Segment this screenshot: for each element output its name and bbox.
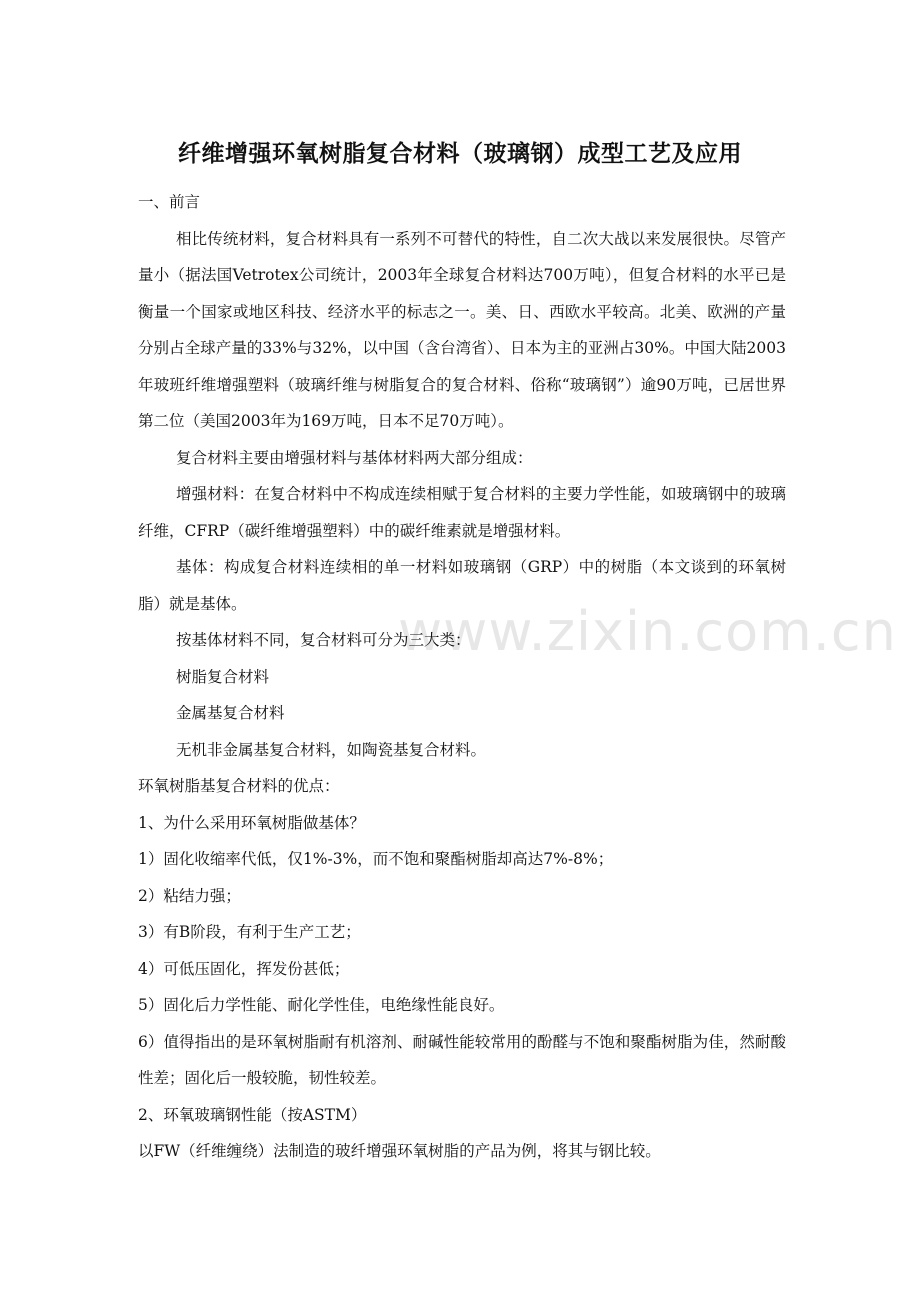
reason-item: 6）值得指出的是环氧树脂耐有机溶剂、耐碱性能较常用的酚醛与不饱和聚酯树脂为佳，然耐酸性差；固化后一般较脆，韧性较差。 — [138, 1032, 786, 1087]
composite-type-item: 树脂复合材料 — [176, 667, 270, 686]
advantages-heading: 环氧树脂基复合材料的优点： — [138, 777, 340, 795]
composite-type-item: 无机非金属基复合材料，如陶瓷基复合材料。 — [176, 740, 487, 759]
section-heading: 一、前言 — [138, 193, 201, 211]
reason-item: 3）有B阶段，有利于生产工艺； — [138, 923, 361, 941]
paragraph-intro: 相比传统材料，复合材料具有一系列不可替代的特性，自二次大战以来发展很快。尽管产量小（据法国Vetrotex公司统计，2003年全球复合材料达700万吨），但复合材料的水平已是衡量一个国家或地区科技、经济水平的标志之一。美、日、西欧水平较高。北美、欧洲的产量分别占全球产量的33%与32%，以中国（含台湾省）、日本为主的亚洲占30%。中国大陆2003年玻班纤维增强塑料（玻璃纤维与树脂复合的复合材料、俗称“玻璃钢”）逾90万吨，已居世界第二位（美国2003年为169万吨，日本不足70万吨）。 — [138, 229, 786, 430]
document-title: 纤维增强环氧树脂复合材料（玻璃钢）成型工艺及应用 — [178, 141, 742, 167]
composite-type-item: 金属基复合材料 — [176, 704, 285, 722]
closing-paragraph: 以FW（纤维缠绕）法制造的玻纤增强环氧树脂的产品为例，将其与钢比较。 — [138, 1142, 661, 1160]
question-heading: 1、为什么采用环氧树脂做基体？ — [138, 813, 365, 832]
reason-item: 1）固化收缩率代低，仅1%-3%，而不饱和聚酯树脂却高达7%-8%； — [138, 850, 614, 868]
watermark: www.zixin.com.cn — [398, 600, 897, 663]
reason-item: 5）固化后力学性能、耐化学性佳，电绝缘性能良好。 — [138, 996, 505, 1014]
reason-item: 2）粘结力强； — [138, 886, 241, 905]
paragraph-reinforcement: 增强材料：在复合材料中不构成连续相赋于复合材料的主要力学性能，如玻璃钢中的玻璃纤维，CFRP（碳纤维增强塑料）中的碳纤维素就是增强材料。 — [138, 485, 786, 540]
question-heading: 2、环氧玻璃钢性能（按ASTM） — [138, 1105, 367, 1124]
document-body — [138, 184, 786, 1170]
paragraph-composition: 复合材料主要由增强材料与基体材料两大部分组成： — [176, 448, 533, 467]
paragraph-classification: 按基体材料不同，复合材料可分为三大类： — [176, 631, 471, 649]
paragraph-matrix: 基体：构成复合材料连续相的单一材料如玻璃钢（GRP）中的树脂（本文谈到的环氧树脂）就是基体。 — [138, 558, 786, 613]
reason-item: 4）可低压固化，挥发份甚低； — [138, 959, 350, 978]
